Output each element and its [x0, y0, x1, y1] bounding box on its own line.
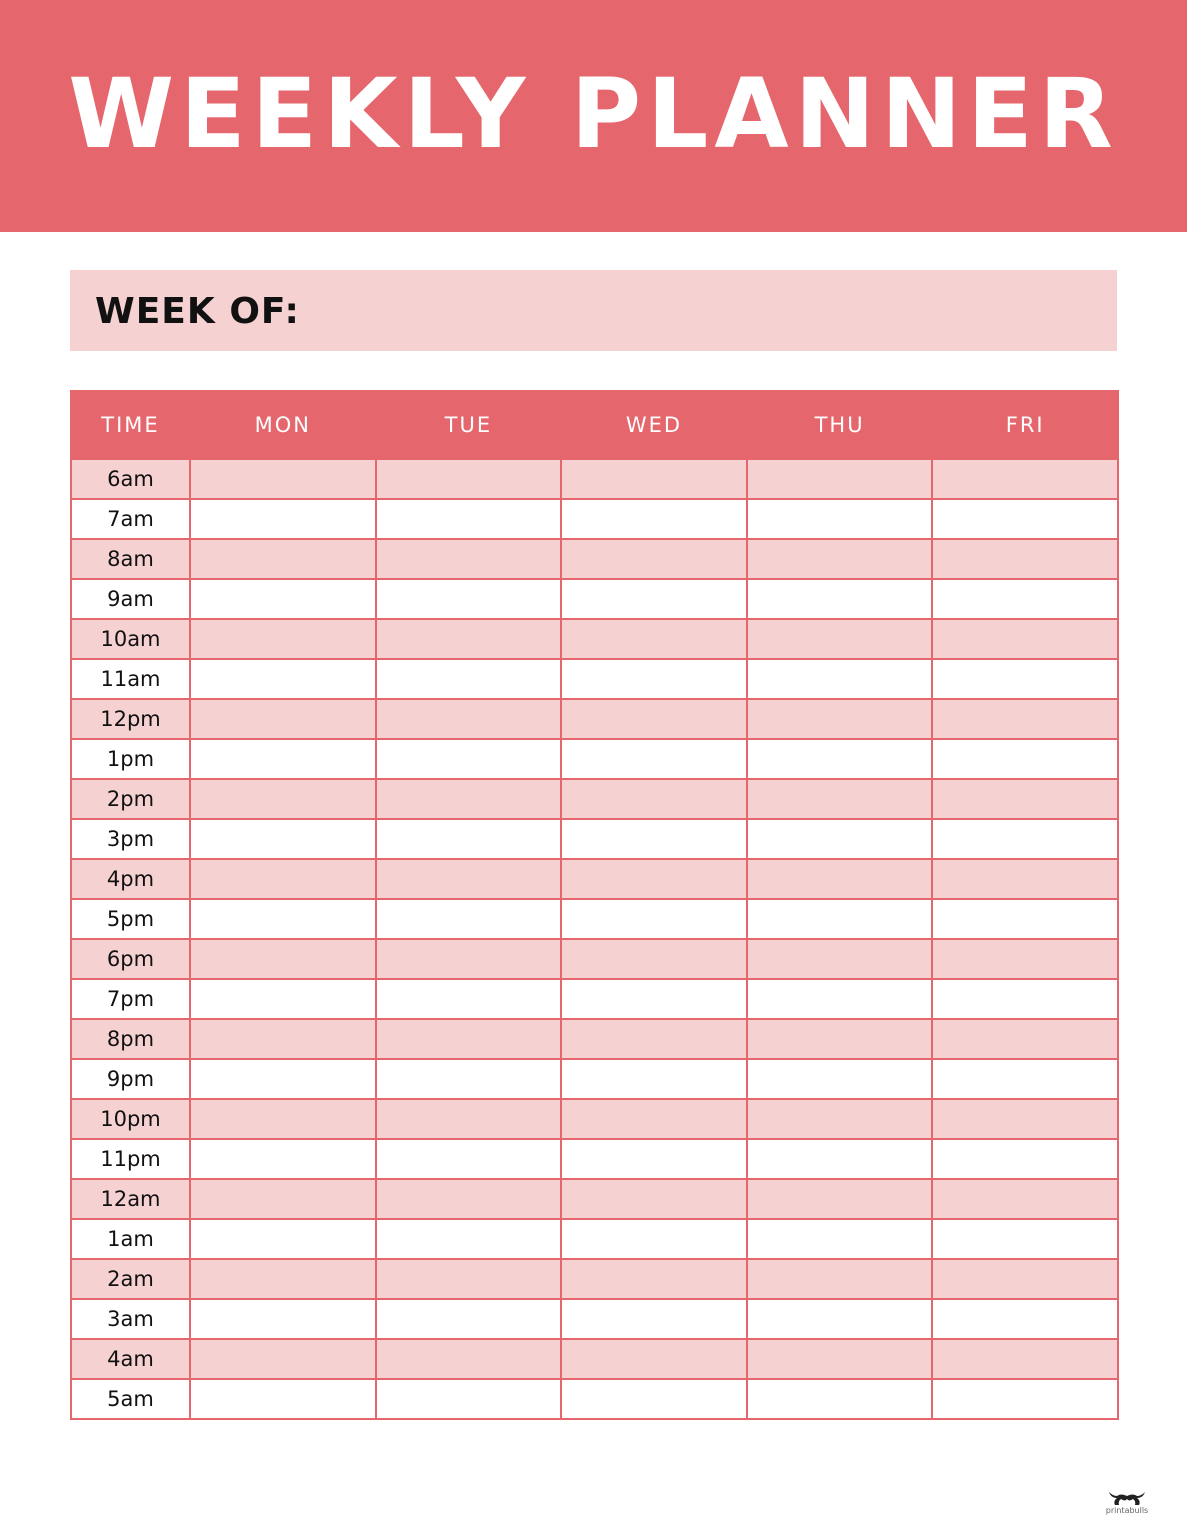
cell-fri[interactable] — [932, 939, 1118, 979]
column-header-mon: MON — [190, 391, 376, 459]
cell-fri[interactable] — [932, 979, 1118, 1019]
cell-wed[interactable] — [561, 1139, 747, 1179]
time-slot-label: 1pm — [71, 739, 190, 779]
cell-tue[interactable] — [376, 579, 562, 619]
table-row — [71, 659, 1118, 699]
table-row — [71, 1179, 1118, 1219]
cell-fri[interactable] — [932, 579, 1118, 619]
cell-tue[interactable] — [376, 539, 562, 579]
cell-thu[interactable] — [747, 1139, 933, 1179]
cell-fri[interactable] — [932, 1219, 1118, 1259]
cell-tue[interactable] — [376, 619, 562, 659]
cell-mon[interactable] — [190, 739, 376, 779]
cell-wed[interactable] — [561, 459, 747, 499]
cell-mon[interactable] — [190, 539, 376, 579]
time-slot-label: 11pm — [71, 1139, 190, 1179]
cell-wed[interactable] — [561, 1059, 747, 1099]
table-row — [71, 819, 1118, 859]
cell-thu[interactable] — [747, 779, 933, 819]
cell-thu[interactable] — [747, 499, 933, 539]
table-row — [71, 699, 1118, 739]
table-row — [71, 1059, 1118, 1099]
time-slot-label: 8pm — [71, 1019, 190, 1059]
time-slot-label: 10pm — [71, 1099, 190, 1139]
cell-fri[interactable] — [932, 539, 1118, 579]
cell-mon[interactable] — [190, 939, 376, 979]
cell-wed[interactable] — [561, 859, 747, 899]
table-row — [71, 739, 1118, 779]
cell-mon[interactable] — [190, 1339, 376, 1379]
cell-wed[interactable] — [561, 979, 747, 1019]
cell-tue[interactable] — [376, 859, 562, 899]
cell-fri[interactable] — [932, 1139, 1118, 1179]
time-slot-label: 11am — [71, 659, 190, 699]
header-banner — [0, 0, 1187, 232]
table-row — [71, 899, 1118, 939]
table-row — [71, 939, 1118, 979]
cell-mon[interactable] — [190, 1379, 376, 1419]
cell-tue[interactable] — [376, 1179, 562, 1219]
table-row — [71, 1139, 1118, 1179]
cell-wed[interactable] — [561, 739, 747, 779]
table-row — [71, 979, 1118, 1019]
cell-tue[interactable] — [376, 1219, 562, 1259]
cell-fri[interactable] — [932, 1299, 1118, 1339]
cell-wed[interactable] — [561, 539, 747, 579]
table-row — [71, 1299, 1118, 1339]
cell-thu[interactable] — [747, 619, 933, 659]
cell-fri[interactable] — [932, 1179, 1118, 1219]
planner-table — [70, 390, 1119, 1420]
cell-fri[interactable] — [932, 779, 1118, 819]
time-slot-label: 3am — [71, 1299, 190, 1339]
cell-wed[interactable] — [561, 1379, 747, 1419]
cell-tue[interactable] — [376, 699, 562, 739]
cell-tue[interactable] — [376, 979, 562, 1019]
cell-wed[interactable] — [561, 499, 747, 539]
cell-thu[interactable] — [747, 739, 933, 779]
cell-thu[interactable] — [747, 459, 933, 499]
column-header-tue: TUE — [376, 391, 562, 459]
cell-mon[interactable] — [190, 819, 376, 859]
cell-fri[interactable] — [932, 1379, 1118, 1419]
cell-mon[interactable] — [190, 1139, 376, 1179]
time-slot-label: 10am — [71, 619, 190, 659]
cell-tue[interactable] — [376, 659, 562, 699]
cell-fri[interactable] — [932, 739, 1118, 779]
table-row — [71, 859, 1118, 899]
table-row — [71, 539, 1118, 579]
week-of-label: WEEK OF: — [95, 291, 300, 332]
time-slot-label: 5pm — [71, 899, 190, 939]
cell-thu[interactable] — [747, 1339, 933, 1379]
cell-wed[interactable] — [561, 1179, 747, 1219]
time-slot-label: 9pm — [71, 1059, 190, 1099]
cell-mon[interactable] — [190, 1299, 376, 1339]
column-header-thu: THU — [747, 391, 933, 459]
cell-mon[interactable] — [190, 899, 376, 939]
cell-fri[interactable] — [932, 1339, 1118, 1379]
cell-tue[interactable] — [376, 1139, 562, 1179]
table-row — [71, 1339, 1118, 1379]
time-slot-label: 1am — [71, 1219, 190, 1259]
cell-tue[interactable] — [376, 779, 562, 819]
table-row — [71, 499, 1118, 539]
cell-wed[interactable] — [561, 659, 747, 699]
cell-mon[interactable] — [190, 699, 376, 739]
cell-thu[interactable] — [747, 699, 933, 739]
cell-mon[interactable] — [190, 1179, 376, 1219]
cell-tue[interactable] — [376, 1259, 562, 1299]
cell-fri[interactable] — [932, 899, 1118, 939]
cell-mon[interactable] — [190, 659, 376, 699]
table-row — [71, 1019, 1118, 1059]
time-slot-label: 6am — [71, 459, 190, 499]
cell-wed[interactable] — [561, 1019, 747, 1059]
week-of-field — [70, 270, 1117, 351]
cell-thu[interactable] — [747, 659, 933, 699]
cell-mon[interactable] — [190, 779, 376, 819]
cell-fri[interactable] — [932, 699, 1118, 739]
cell-mon[interactable] — [190, 1059, 376, 1099]
cell-fri[interactable] — [932, 499, 1118, 539]
cell-thu[interactable] — [747, 899, 933, 939]
table-row — [71, 579, 1118, 619]
cell-thu[interactable] — [747, 979, 933, 1019]
cell-thu[interactable] — [747, 1259, 933, 1299]
cell-tue[interactable] — [376, 819, 562, 859]
cell-fri[interactable] — [932, 819, 1118, 859]
cell-wed[interactable] — [561, 1219, 747, 1259]
cell-thu[interactable] — [747, 1179, 933, 1219]
planner-body — [71, 459, 1118, 1419]
cell-thu[interactable] — [747, 1299, 933, 1339]
cell-tue[interactable] — [376, 939, 562, 979]
cell-wed[interactable] — [561, 1339, 747, 1379]
cell-tue[interactable] — [376, 499, 562, 539]
cell-mon[interactable] — [190, 1219, 376, 1259]
cell-tue[interactable] — [376, 1099, 562, 1139]
time-slot-label: 12pm — [71, 699, 190, 739]
cell-fri[interactable] — [932, 1259, 1118, 1299]
cell-thu[interactable] — [747, 1059, 933, 1099]
cell-mon[interactable] — [190, 1099, 376, 1139]
cell-mon[interactable] — [190, 1019, 376, 1059]
cell-thu[interactable] — [747, 579, 933, 619]
time-slot-label: 3pm — [71, 819, 190, 859]
cell-tue[interactable] — [376, 1059, 562, 1099]
cell-wed[interactable] — [561, 819, 747, 859]
cell-fri[interactable] — [932, 459, 1118, 499]
cell-tue[interactable] — [376, 1019, 562, 1059]
cell-fri[interactable] — [932, 859, 1118, 899]
table-row — [71, 1099, 1118, 1139]
cell-mon[interactable] — [190, 579, 376, 619]
cell-mon[interactable] — [190, 619, 376, 659]
page-title: WEEKLY PLANNER — [68, 58, 1119, 170]
cell-fri[interactable] — [932, 619, 1118, 659]
bulls-logo-icon — [1107, 1490, 1147, 1506]
cell-tue[interactable] — [376, 1299, 562, 1339]
cell-mon[interactable] — [190, 859, 376, 899]
time-slot-label: 7pm — [71, 979, 190, 1019]
time-slot-label: 6pm — [71, 939, 190, 979]
brand-logo — [1101, 1490, 1153, 1516]
time-slot-label: 8am — [71, 539, 190, 579]
cell-wed[interactable] — [561, 619, 747, 659]
cell-wed[interactable] — [561, 1099, 747, 1139]
table-row — [71, 1259, 1118, 1299]
table-row — [71, 1379, 1118, 1419]
cell-tue[interactable] — [376, 1339, 562, 1379]
cell-tue[interactable] — [376, 459, 562, 499]
cell-wed[interactable] — [561, 779, 747, 819]
cell-wed[interactable] — [561, 939, 747, 979]
brand-name: printabulls — [1105, 1506, 1149, 1515]
cell-thu[interactable] — [747, 939, 933, 979]
cell-wed[interactable] — [561, 1299, 747, 1339]
cell-thu[interactable] — [747, 1019, 933, 1059]
cell-thu[interactable] — [747, 819, 933, 859]
cell-mon[interactable] — [190, 499, 376, 539]
cell-mon[interactable] — [190, 1259, 376, 1299]
table-row — [71, 779, 1118, 819]
time-slot-label: 9am — [71, 579, 190, 619]
cell-thu[interactable] — [747, 1099, 933, 1139]
cell-wed[interactable] — [561, 579, 747, 619]
table-row — [71, 459, 1118, 499]
column-header-fri: FRI — [932, 391, 1118, 459]
time-slot-label: 4pm — [71, 859, 190, 899]
time-slot-label: 4am — [71, 1339, 190, 1379]
cell-fri[interactable] — [932, 1099, 1118, 1139]
time-slot-label: 12am — [71, 1179, 190, 1219]
cell-mon[interactable] — [190, 459, 376, 499]
column-header-wed: WED — [561, 391, 747, 459]
table-row — [71, 1219, 1118, 1259]
table-row — [71, 619, 1118, 659]
cell-tue[interactable] — [376, 739, 562, 779]
cell-wed[interactable] — [561, 699, 747, 739]
cell-tue[interactable] — [376, 1379, 562, 1419]
cell-wed[interactable] — [561, 1259, 747, 1299]
time-slot-label: 2pm — [71, 779, 190, 819]
time-slot-label: 2am — [71, 1259, 190, 1299]
cell-fri[interactable] — [932, 1059, 1118, 1099]
cell-thu[interactable] — [747, 539, 933, 579]
time-slot-label: 5am — [71, 1379, 190, 1419]
header-row — [71, 391, 1118, 459]
cell-fri[interactable] — [932, 659, 1118, 699]
cell-tue[interactable] — [376, 899, 562, 939]
cell-thu[interactable] — [747, 1219, 933, 1259]
cell-mon[interactable] — [190, 979, 376, 1019]
time-slot-label: 7am — [71, 499, 190, 539]
column-header-time: TIME — [71, 391, 190, 459]
cell-thu[interactable] — [747, 1379, 933, 1419]
cell-wed[interactable] — [561, 899, 747, 939]
cell-thu[interactable] — [747, 859, 933, 899]
cell-fri[interactable] — [932, 1019, 1118, 1059]
